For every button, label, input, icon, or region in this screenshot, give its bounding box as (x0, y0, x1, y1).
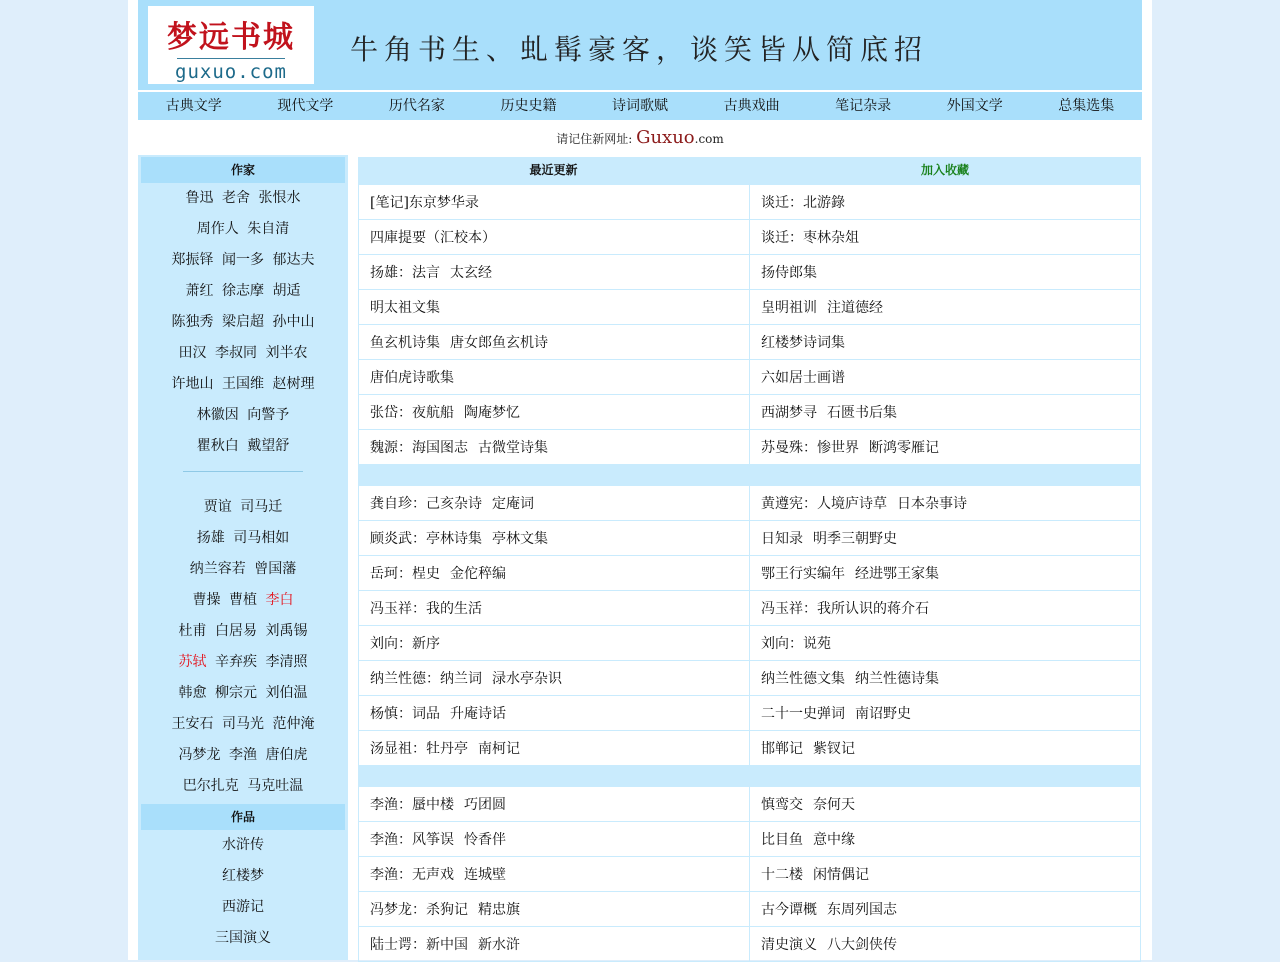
table-row (359, 626, 1141, 661)
author-row (138, 523, 348, 554)
author-link[interactable]: 司马迁 (240, 499, 283, 515)
book-link[interactable]: 冯梦龙：杀狗记 (370, 902, 468, 918)
book-link[interactable]: 连城壁 (464, 867, 506, 883)
book-cell (359, 325, 750, 360)
table-row (359, 822, 1141, 857)
book-link[interactable]: 定庵词 (492, 496, 534, 512)
book-link[interactable]: 岳珂：桯史 (370, 566, 440, 582)
book-cell (750, 892, 1141, 927)
table-row (359, 731, 1141, 766)
book-link[interactable]: 刘向：说苑 (761, 636, 831, 652)
author-row (138, 709, 348, 740)
author-row (138, 431, 348, 462)
book-link[interactable]: 奈何天 (813, 797, 855, 813)
modern-authors-list (138, 183, 348, 462)
table-row (359, 661, 1141, 696)
author-link[interactable]: 刘伯温 (265, 685, 308, 701)
author-link[interactable]: 许地山 (171, 376, 214, 392)
book-link[interactable]: 陆士谔：新中国 (370, 937, 468, 953)
book-cell (750, 255, 1141, 290)
table-row (359, 591, 1141, 626)
author-row (138, 616, 348, 647)
page (128, 0, 1152, 960)
book-cell (359, 220, 750, 255)
book-link[interactable]: 纳兰性德：纳兰词 (370, 671, 482, 687)
classical-authors-list (138, 492, 348, 802)
author-row (138, 647, 348, 678)
table-row (359, 486, 1141, 521)
book-cell (750, 220, 1141, 255)
book-link[interactable]: 清史演义 (761, 937, 817, 953)
author-link[interactable]: 马克吐温 (247, 778, 304, 794)
book-cell (359, 486, 750, 521)
book-link[interactable]: 扬雄：法言 (370, 265, 440, 281)
author-link[interactable]: 纳兰容若 (189, 561, 246, 577)
book-link[interactable]: 顾炎武：亭林诗集 (370, 531, 482, 547)
book-link[interactable]: 鱼玄机诗集 (370, 335, 440, 351)
group-spacer (358, 465, 1141, 485)
author-link[interactable]: 贾谊 (203, 499, 232, 515)
book-link[interactable]: 石匮书后集 (827, 405, 897, 421)
book-link[interactable]: 金佗稡编 (450, 566, 506, 582)
work-link[interactable]: 三国演义 (215, 930, 271, 946)
book-link[interactable]: 二十一史弹词 (761, 706, 845, 722)
book-link[interactable]: 龚自珍：己亥杂诗 (370, 496, 482, 512)
book-link[interactable]: 怜香伴 (464, 832, 506, 848)
book-link[interactable]: 断鸿零雁记 (869, 440, 939, 456)
book-cell (359, 360, 750, 395)
table-row (359, 892, 1141, 927)
author-link[interactable]: 苏轼 (178, 654, 207, 670)
author-link[interactable]: 郁达夫 (272, 252, 315, 268)
book-link[interactable]: 李渔：风筝误 (370, 832, 454, 848)
book-link[interactable]: 谈迁：枣林杂俎 (761, 230, 859, 246)
table-row (359, 290, 1141, 325)
book-link[interactable]: 汤显祖：牡丹亭 (370, 741, 468, 757)
book-cell (750, 360, 1141, 395)
book-link[interactable]: 唐女郎鱼玄机诗 (450, 335, 548, 351)
author-row (138, 400, 348, 431)
author-link[interactable]: 冯梦龙 (178, 747, 221, 763)
book-link[interactable]: 古今谭概 (761, 902, 817, 918)
author-row (138, 338, 348, 369)
book-cell (359, 927, 750, 962)
book-link[interactable]: 比目鱼 (761, 832, 803, 848)
table-row (359, 185, 1141, 220)
author-link[interactable]: 司马光 (222, 716, 264, 732)
book-cell (750, 661, 1141, 696)
author-link[interactable]: 张恨水 (258, 190, 301, 206)
book-cell (750, 822, 1141, 857)
book-link[interactable]: 东周列国志 (827, 902, 897, 918)
author-link[interactable]: 李叔同 (215, 345, 257, 361)
works-heading: 作品 (141, 804, 345, 830)
logo-divider (177, 58, 285, 59)
author-link[interactable]: 戴望舒 (247, 438, 290, 454)
author-row (138, 276, 348, 307)
book-link[interactable]: 明季三朝野史 (813, 531, 897, 547)
works-list (138, 830, 348, 954)
book-cell (359, 857, 750, 892)
author-link[interactable]: 瞿秋白 (196, 438, 239, 454)
author-link[interactable]: 刘禹锡 (265, 623, 308, 639)
site-banner (138, 0, 1142, 90)
book-cell (359, 822, 750, 857)
work-row (138, 923, 348, 954)
book-link[interactable]: 红楼梦诗词集 (761, 335, 845, 351)
book-cell (750, 556, 1141, 591)
author-link[interactable]: 鲁迅 (185, 190, 214, 206)
work-link[interactable]: 红楼梦 (222, 868, 264, 884)
author-link[interactable]: 刘半农 (265, 345, 308, 361)
author-link[interactable]: 巴尔扎克 (182, 778, 239, 794)
work-row (138, 892, 348, 923)
author-row (138, 369, 348, 400)
book-link[interactable]: 刘向：新序 (370, 636, 440, 652)
book-link[interactable]: 新水浒 (478, 937, 520, 953)
author-link[interactable]: 田汉 (178, 345, 207, 361)
add-bookmark-link[interactable]: 加入收藏 (920, 163, 969, 177)
author-row (138, 585, 348, 616)
book-cell (750, 521, 1141, 556)
logo-chinese-text: 梦远书城 (167, 20, 295, 55)
nav-item[interactable]: 总集选集 (1058, 98, 1115, 114)
author-row (138, 554, 348, 585)
sidebar (138, 155, 348, 960)
notice-domain-suffix: .com (694, 132, 724, 146)
book-cell (750, 486, 1141, 521)
book-link[interactable]: 八大剑侠传 (827, 937, 897, 953)
book-cell (359, 626, 750, 661)
new-url-notice (138, 124, 1142, 152)
sidebar-divider (138, 462, 348, 478)
book-link[interactable]: 日知录 (761, 531, 803, 547)
book-link[interactable]: 魏源：海国图志 (370, 440, 468, 456)
book-link[interactable]: 精忠旗 (478, 902, 520, 918)
book-link[interactable]: 李渔：蜃中楼 (370, 797, 454, 813)
group-spacer (358, 766, 1141, 786)
table-row (359, 430, 1141, 465)
table-row (359, 395, 1141, 430)
author-row (138, 771, 348, 802)
book-link[interactable]: 扬侍郎集 (761, 265, 817, 281)
nav-item[interactable]: 历史史籍 (500, 98, 557, 114)
author-link[interactable]: 韩愈 (178, 685, 207, 701)
book-cell (750, 185, 1141, 220)
book-cell (359, 591, 750, 626)
site-slogan: 牛角书生、虬髯豪客，谈笑皆从简底招 (350, 33, 929, 66)
book-link[interactable]: 苏曼殊：惨世界 (761, 440, 859, 456)
table-row (359, 521, 1141, 556)
book-cell (750, 591, 1141, 626)
author-link[interactable]: 萧红 (185, 283, 214, 299)
author-link[interactable]: 郑振铎 (171, 252, 214, 268)
book-link[interactable]: 鄂王行实编年 (761, 566, 845, 582)
nav-item[interactable]: 历代名家 (388, 98, 445, 114)
author-link[interactable]: 扬雄 (196, 530, 225, 546)
book-link[interactable]: 明太祖文集 (370, 300, 440, 316)
author-row (138, 678, 348, 709)
author-link[interactable]: 柳宗元 (215, 685, 257, 701)
recent-updates-header (358, 157, 1141, 184)
author-link[interactable]: 曹操 (192, 592, 221, 608)
author-row (138, 245, 348, 276)
book-link[interactable]: 日本杂事诗 (897, 496, 967, 512)
author-row (138, 740, 348, 771)
author-link[interactable]: 梁启超 (222, 314, 264, 330)
author-link[interactable]: 周作人 (196, 221, 239, 237)
nav-item[interactable]: 笔记杂录 (835, 98, 892, 114)
book-link[interactable]: 纳兰性德文集 (761, 671, 845, 687)
author-row (138, 183, 348, 214)
book-link[interactable]: 皇明祖训 (761, 300, 817, 316)
book-link[interactable]: 纳兰性德诗集 (855, 671, 939, 687)
table-row (359, 325, 1141, 360)
book-link[interactable]: 黄遵宪：人境庐诗草 (761, 496, 887, 512)
book-link[interactable]: 太玄经 (450, 265, 492, 281)
table-row (359, 696, 1141, 731)
recent-updates-panel (358, 157, 1141, 962)
book-link[interactable]: 巧团圆 (464, 797, 506, 813)
book-cell (750, 290, 1141, 325)
nav-item[interactable]: 古典戏曲 (723, 98, 780, 114)
author-link[interactable]: 范仲淹 (272, 716, 315, 732)
book-cell (359, 185, 750, 220)
book-group-table (358, 786, 1141, 962)
book-cell (359, 696, 750, 731)
author-link[interactable]: 李渔 (229, 747, 257, 763)
book-link[interactable]: 邯郸记 (761, 741, 803, 757)
author-link[interactable]: 曾国藩 (254, 561, 297, 577)
book-link[interactable]: [笔记]东京梦华录 (370, 195, 479, 211)
author-link[interactable]: 唐伯虎 (265, 747, 308, 763)
book-cell (359, 787, 750, 822)
book-link[interactable]: 唐伯虎诗歌集 (370, 370, 454, 386)
book-link[interactable]: 注道德经 (827, 300, 883, 316)
book-link[interactable]: 谈迁：北游錄 (761, 195, 845, 211)
author-row (138, 307, 348, 338)
nav-item[interactable]: 现代文学 (277, 98, 334, 114)
author-link[interactable]: 王安石 (171, 716, 214, 732)
author-link[interactable]: 李清照 (265, 654, 308, 670)
work-link[interactable]: 西游记 (222, 899, 264, 915)
book-cell (750, 626, 1141, 661)
book-link[interactable]: 六如居士画谱 (761, 370, 845, 386)
book-link[interactable]: 杨慎：词品 (370, 706, 440, 722)
book-link[interactable]: 经进鄂王家集 (855, 566, 939, 582)
author-link[interactable]: 王国维 (222, 376, 264, 392)
nav-item[interactable]: 诗词歌赋 (612, 98, 669, 114)
book-link[interactable]: 冯玉祥：我的生活 (370, 601, 482, 617)
table-row (359, 857, 1141, 892)
book-group-table (358, 184, 1141, 465)
notice-prefix: 请记住新网址: (556, 132, 637, 146)
book-cell (359, 290, 750, 325)
book-cell (359, 661, 750, 696)
book-cell (750, 430, 1141, 465)
author-link[interactable]: 朱自清 (247, 221, 290, 237)
book-link[interactable]: 渌水亭杂识 (492, 671, 562, 687)
book-cell (750, 325, 1141, 360)
book-cell (359, 892, 750, 927)
author-link[interactable]: 向警予 (247, 407, 290, 423)
nav-item[interactable]: 外国文学 (946, 98, 1003, 114)
nav-item[interactable]: 古典文学 (165, 98, 222, 114)
author-link[interactable]: 徐志摩 (222, 283, 264, 299)
book-link[interactable]: 慎鸾交 (761, 797, 803, 813)
table-row (359, 255, 1141, 290)
table-row (359, 927, 1141, 962)
book-cell (359, 395, 750, 430)
book-link[interactable]: 紫钗记 (813, 741, 855, 757)
book-link[interactable]: 张岱：夜航船 (370, 405, 454, 421)
book-cell (359, 556, 750, 591)
book-link[interactable]: 南诏野史 (855, 706, 911, 722)
table-row (359, 360, 1141, 395)
book-cell (359, 255, 750, 290)
book-link[interactable]: 陶庵梦忆 (464, 405, 520, 421)
book-cell (750, 857, 1141, 892)
table-row (359, 220, 1141, 255)
work-row (138, 861, 348, 892)
table-row (359, 787, 1141, 822)
book-link[interactable]: 十二楼 (761, 867, 803, 883)
recent-updates-title: 最近更新 (529, 163, 578, 177)
book-link[interactable]: 闲情偶记 (813, 867, 869, 883)
author-link[interactable]: 陈独秀 (171, 314, 214, 330)
book-link[interactable]: 西湖梦寻 (761, 405, 817, 421)
recent-updates-table (358, 184, 1141, 962)
logo-domain-text: guxuo.com (175, 61, 287, 83)
author-link[interactable]: 老舍 (222, 190, 250, 206)
book-cell (359, 521, 750, 556)
book-link[interactable]: 古微堂诗集 (478, 440, 548, 456)
book-link[interactable]: 四庫提要（汇校本） (370, 230, 496, 246)
author-link[interactable]: 闻一多 (222, 252, 264, 268)
site-logo[interactable] (148, 6, 314, 84)
book-cell (750, 927, 1141, 962)
book-cell (750, 696, 1141, 731)
book-link[interactable]: 南柯记 (478, 741, 520, 757)
author-link[interactable]: 杜甫 (178, 623, 207, 639)
author-row (138, 214, 348, 245)
book-cell (359, 430, 750, 465)
author-link[interactable]: 司马相如 (233, 530, 290, 546)
author-link[interactable]: 胡适 (272, 283, 301, 299)
book-link[interactable]: 李渔：无声戏 (370, 867, 454, 883)
book-group-table (358, 485, 1141, 766)
notice-domain-name: Guxuo (636, 127, 695, 148)
book-link[interactable]: 升庵诗话 (450, 706, 506, 722)
book-cell (750, 395, 1141, 430)
author-link[interactable]: 辛弃疾 (215, 654, 257, 670)
author-link[interactable]: 赵树理 (272, 376, 315, 392)
author-row (138, 492, 348, 523)
work-row (138, 830, 348, 861)
author-link[interactable]: 曹植 (229, 592, 257, 608)
top-navigation (138, 92, 1142, 120)
table-row (359, 556, 1141, 591)
author-link[interactable]: 白居易 (215, 623, 257, 639)
author-link[interactable]: 林徽因 (196, 407, 239, 423)
author-link[interactable]: 李白 (265, 592, 294, 608)
book-link[interactable]: 亭林文集 (492, 531, 548, 547)
book-cell (359, 731, 750, 766)
book-cell (750, 787, 1141, 822)
book-link[interactable]: 意中缘 (813, 832, 855, 848)
book-link[interactable]: 冯玉祥：我所认识的蒋介石 (761, 601, 929, 617)
work-link[interactable]: 水浒传 (222, 837, 264, 853)
author-link[interactable]: 孙中山 (272, 314, 315, 330)
authors-heading: 作家 (141, 157, 345, 183)
book-cell (750, 731, 1141, 766)
